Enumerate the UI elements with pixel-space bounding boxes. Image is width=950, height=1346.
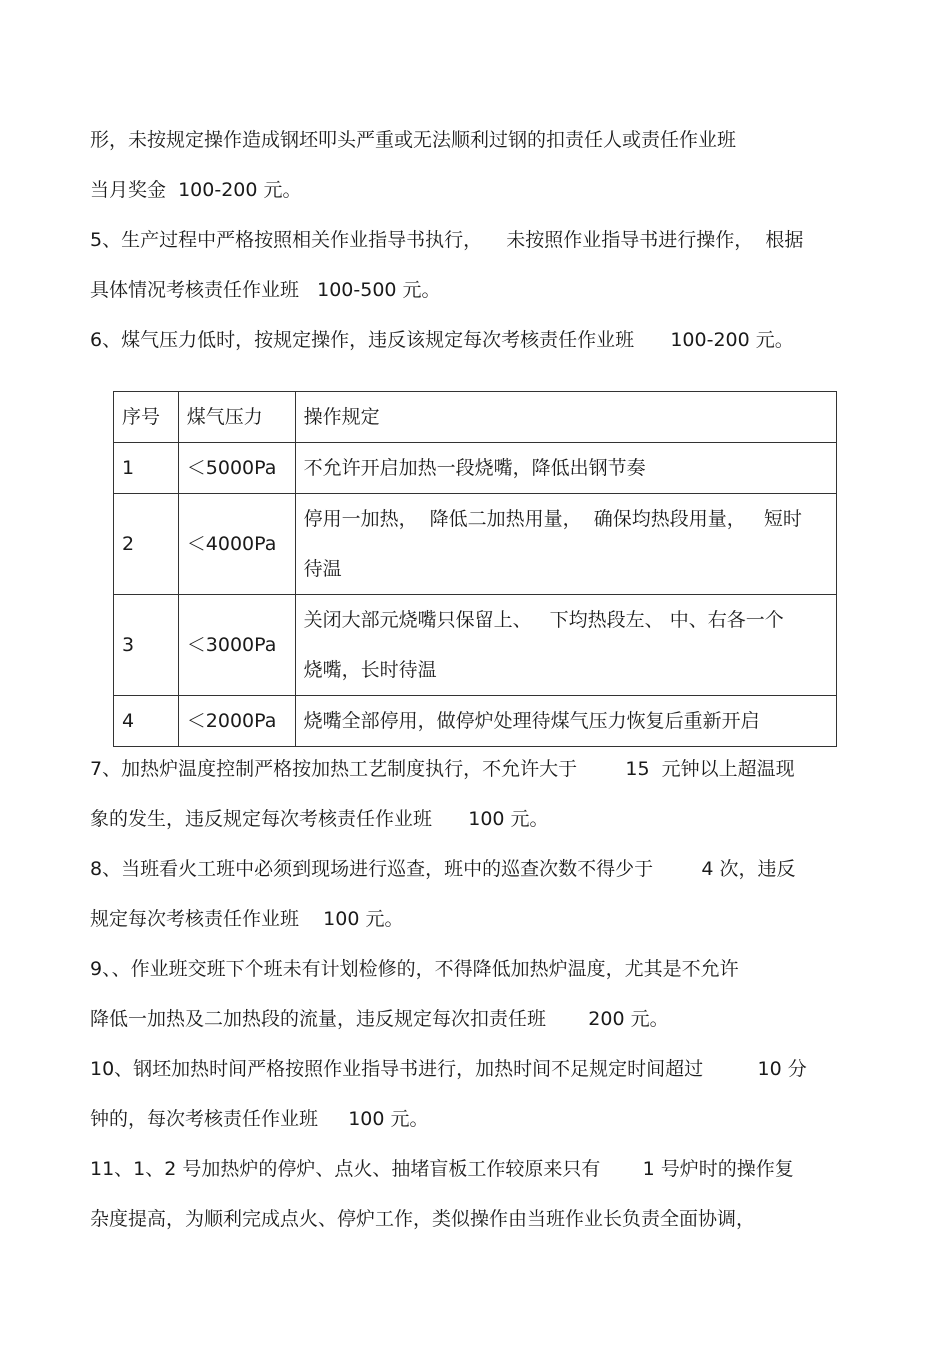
table-cell-rule: 烧嘴全部停用，做停炉处理待煤气压力恢复后重新开启 xyxy=(295,696,836,747)
paragraph-line: 规定每次考核责任作业班 100 元。 xyxy=(90,908,404,930)
gas-pressure-table xyxy=(113,391,837,747)
table-row xyxy=(114,696,837,747)
table-cell-no: 2 xyxy=(114,494,179,595)
table-cell-no: 3 xyxy=(114,595,179,696)
table-header-cell: 序号 xyxy=(114,392,179,443)
paragraph-line: 象的发生，违反规定每次考核责任作业班 100 元。 xyxy=(90,808,549,830)
table-cell-rule xyxy=(295,494,836,595)
table-cell-rule xyxy=(295,595,836,696)
paragraph-line: 8、当班看火工班中必须到现场进行巡查，班中的巡查次数不得少于 4 次，违反 xyxy=(90,858,796,880)
table-cell-pressure: ＜5000Pa xyxy=(178,443,295,494)
table-cell-pressure: ＜4000Pa xyxy=(178,494,295,595)
paragraph-line: 当月奖金 100-200 元。 xyxy=(90,179,302,201)
rule-text: 关闭大部元烧嘴只保留上、 下均热段左、 中、右各一个 烧嘴，长时待温 xyxy=(303,609,784,681)
table-cell-rule: 不允许开启加热一段烧嘴，降低出钢节奏 xyxy=(295,443,836,494)
table-cell-pressure: ＜2000Pa xyxy=(178,696,295,747)
paragraph-line: 杂度提高，为顺利完成点火、停炉工作，类似操作由当班作业长负责全面协调， xyxy=(90,1208,756,1230)
paragraph-line: 7、加热炉温度控制严格按加热工艺制度执行，不允许大于 15 元钟以上超温现 xyxy=(90,758,795,780)
paragraph-line: 钟的，每次考核责任作业班 100 元。 xyxy=(90,1108,429,1130)
rule-text: 停用一加热， 降低二加热用量， 确保均热段用量， 短时 待温 xyxy=(303,508,802,580)
paragraph-line: 形，未按规定操作造成钢坯叩头严重或无法顺利过钢的扣责任人或责任作业班 xyxy=(90,129,737,151)
table-row xyxy=(114,494,837,595)
paragraph-line: 6、煤气压力低时，按规定操作，违反该规定每次考核责任作业班 100-200 元。 xyxy=(90,329,794,351)
paragraph-line: 5、生产过程中严格按照相关作业指导书执行， 未按照作业指导书进行操作， 根据 xyxy=(90,229,804,251)
paragraph-line: 降低一加热及二加热段的流量，违反规定每次扣责任班 200 元。 xyxy=(90,1008,669,1030)
paragraph-line: 11、1、2 号加热炉的停炉、点火、抽堵盲板工作较原来只有 1 号炉时的操作复 xyxy=(90,1158,794,1180)
paragraph-line: 10、钢坯加热时间严格按照作业指导书进行，加热时间不足规定时间超过 10 分 xyxy=(90,1058,807,1080)
table-header-cell: 煤气压力 xyxy=(178,392,295,443)
table-cell-no: 4 xyxy=(114,696,179,747)
paragraph-line: 9、、作业班交班下个班未有计划检修的，不得降低加热炉温度，尤其是不允许 xyxy=(90,958,739,980)
table-cell-no: 1 xyxy=(114,443,179,494)
table-cell-pressure: ＜3000Pa xyxy=(178,595,295,696)
paragraph-line: 具体情况考核责任作业班 100-500 元。 xyxy=(90,279,441,301)
table-row xyxy=(114,443,837,494)
table-row xyxy=(114,595,837,696)
table-header-cell: 操作规定 xyxy=(295,392,836,443)
table-header-row xyxy=(114,392,837,443)
